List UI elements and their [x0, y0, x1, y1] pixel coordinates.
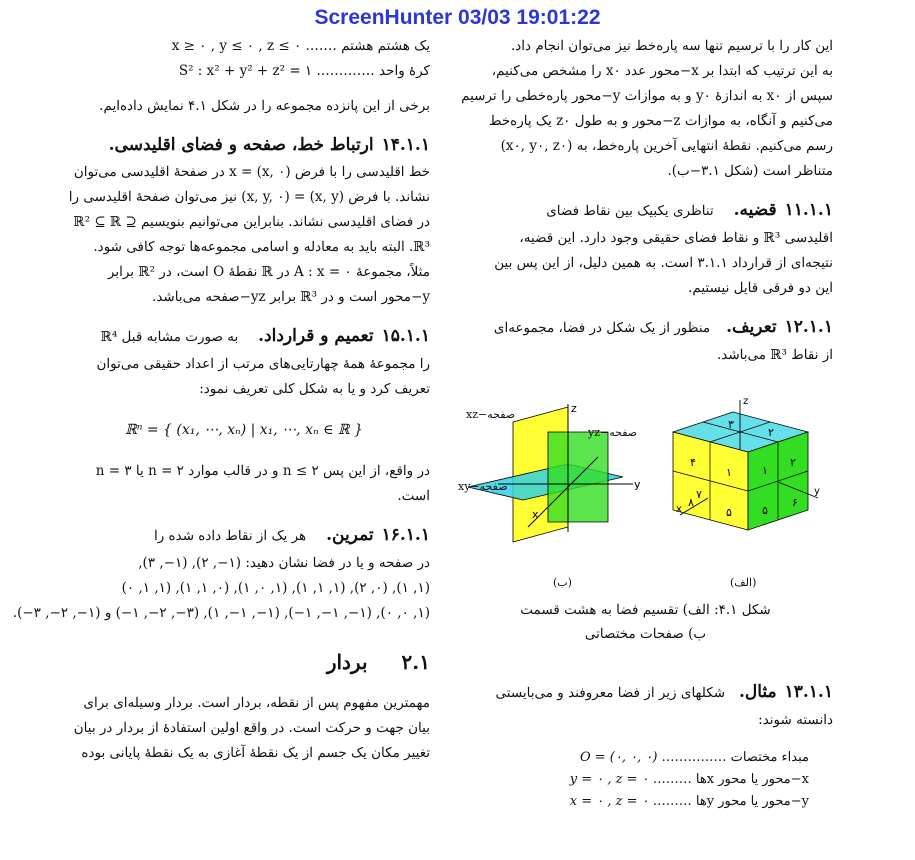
text-line: سپس از x۰ به اندازهٔ y۰ و به موازات y−محور پاره‌خطی را ترسیم: [461, 88, 833, 104]
subfigure-label-a: (الف): [730, 576, 757, 589]
label-xz-plane: صفحه−xz: [466, 408, 516, 421]
octant-cube-diagram: [668, 390, 828, 565]
axis-label-z: z: [571, 402, 577, 415]
caption-line: ب) صفحات مختصاتی: [584, 626, 707, 642]
text-line: مهمترین مفهوم پس از نقطه، بردار است. بردار وسیله‌ای برای: [83, 695, 430, 711]
octant-line: یک هشتم هشتم ……. x ≥ ۰ , y ≤ ۰ , z ≤ ۰: [171, 38, 430, 54]
section-number: ۱۶.۱.۱: [381, 525, 430, 545]
section-2-1-heading: [58, 650, 430, 675]
text-line: نتیجه‌ای از قرارداد ۳.۱.۱ است. به همین دلیل، از این پس بین: [494, 255, 833, 271]
octant-label: ۸: [688, 496, 694, 509]
section-12-heading: [458, 315, 833, 341]
intro-body: [458, 34, 833, 184]
text-line: نشاند. با فرض (x, y) = (x, y, ۰) نیز می‌توان صفحهٔ اقلیدسی را: [68, 189, 430, 205]
text-line: متناظر است (شکل ۳.۱−ب).: [667, 163, 833, 179]
left-column: [12, 34, 430, 766]
eq-row: [458, 747, 809, 769]
text-line: تناظری یکبیک بین نقاط فضای: [546, 203, 714, 219]
eq-rhs: y = ۰ , z = ۰: [569, 772, 649, 787]
axis-label-x: x: [532, 508, 539, 521]
screenhunter-watermark: ScreenHunter 03/03 19:01:22: [314, 6, 601, 29]
section-number: ۱۳.۱.۱: [784, 682, 833, 702]
octant-label: ۲: [790, 456, 796, 469]
octant-label: ۱: [762, 464, 768, 477]
axis-label-z: z: [743, 396, 749, 407]
section-number: ۱۵.۱.۱: [381, 326, 430, 346]
text-line: در فضای اقلیدسی نشاند. بنابراین می‌توانیم بنویسیم ⊆ ℝ² ⊆ ℝ: [73, 214, 430, 230]
text-line: می‌کنیم و آنگاه، به موازات z−محور و به طول z۰ یک پاره‌خط: [489, 113, 833, 129]
section-13-heading: [458, 680, 833, 706]
section-number: ۱۱.۱.۱: [784, 200, 833, 220]
text-line: این دو فرقی قایل نیستیم.: [688, 280, 833, 296]
section-11-heading: [458, 198, 833, 224]
rn-formula: ℝⁿ = { (x₁, ⋯, xₙ) | x₁, ⋯, xₙ ∈ ℝ }: [125, 422, 363, 438]
intro-paragraph: برخی از این پانزده مجموعه را در شکل ۴.۱ نمایش داده‌ایم.: [99, 98, 430, 114]
section-15-body: [58, 352, 430, 509]
text-line: هر یک از نقاط داده شده را: [153, 528, 307, 544]
text-line: دانسته شوند:: [758, 712, 833, 728]
octant-label: ۲: [768, 426, 774, 439]
text-line: را مجموعهٔ همهٔ چهارتایی‌های مرتب از اعداد حقیقی می‌توان: [96, 356, 430, 372]
text-line: شکلهای زیر از فضا معروفند و می‌بایستی: [495, 685, 726, 701]
text-line: مثلاً، مجموعهٔ A : x = ۰ در ℝ نقطهٔ O است، در ℝ² برابر: [107, 264, 430, 280]
section-number: ۱۲.۱.۱: [784, 317, 833, 337]
text-line: (۱, ۱), (۰, ۲), (۱, ۱, ۱), (۱, ۰, ۱), (۰, ۱, ۱), (۱, ۱, ۰): [121, 580, 430, 596]
text-line: تغییر مکان یک جسم از یک نقطهٔ آغازی به یک نقطهٔ پایانی بوده: [81, 745, 430, 761]
text-line: منظور از یک شکل در فضا، مجموعه‌ای: [493, 320, 711, 336]
text-line: رسم می‌کنیم. نقطهٔ انتهایی آخرین پاره‌خط، به (x۰, y۰, z۰): [500, 138, 833, 154]
caption-line: شکل ۴.۱: الف) تقسیم فضا به هشت قسمت: [520, 602, 771, 618]
section-15-heading: [58, 324, 430, 350]
sphere-line: کرهٔ واحد …………. S² : x² + y² + z² = ۱: [178, 63, 430, 79]
text-line: اقلیدسی ℝ³ و نقاط فضای حقیقی وجود دارد. این قضیه،: [519, 230, 833, 246]
axis-label-x: x: [676, 504, 682, 515]
text-line: y−محور است و در ℝ³ برابر yz−صفحه می‌باشد.: [152, 289, 430, 305]
section-title: تعریف.: [726, 317, 777, 337]
subfigure-label-b: (ب): [553, 576, 572, 589]
section-title: قضیه.: [733, 200, 777, 220]
figure-caption: [458, 598, 833, 646]
section-title: مثال.: [738, 682, 777, 702]
eq-row: [458, 769, 809, 791]
text-line: است.: [397, 488, 430, 504]
text-line: خط اقلیدسی را با فرض (x, ۰) = x در صفحهٔ اقلیدسی می‌توان: [73, 164, 430, 180]
octant-label: ۱: [726, 466, 732, 479]
axis-label-y: y: [634, 478, 641, 491]
octant-label: ۷: [696, 488, 702, 501]
octant-label: ۶: [792, 496, 798, 509]
octant-label: ۴: [690, 456, 696, 469]
section-title: ارتباط خط، صفحه و فضای اقلیدسی.: [108, 135, 374, 155]
section-number: ۲.۱: [401, 650, 430, 674]
text-line: از نقاط ℝ³ می‌باشد.: [716, 347, 833, 363]
section-14-heading: [58, 133, 430, 158]
octant-label: ۵: [726, 506, 732, 519]
eq-name: x−محور یا محور xها ………: [652, 772, 809, 787]
section-16-heading: [58, 523, 430, 549]
text-line: تعریف کرد و یا به شکل کلی تعریف نمود:: [199, 381, 430, 397]
section-title: تمرین.: [326, 525, 374, 545]
text-line: ℝ³. البته باید به معادله و اسامی مجموعه‌ها توجه کافی شود.: [93, 239, 430, 255]
text-line: در صفحه و یا در فضا نشان دهید: (۱−, ۲), (۱−, ۳),: [138, 555, 430, 571]
text-line: بیان جهت و حرکت است. در واقع اولین استفادهٔ از بردار در بیان: [73, 720, 430, 736]
section-number: ۱۴.۱.۱: [381, 135, 430, 155]
eq-name: مبداء مختصات ……………: [661, 750, 809, 765]
text-line: (۱, ۰, ۰), (۱−, ۱−, ۱−), (۱−, ۱−, ۱), (۳−, ۲−, ۱−) و (۱−, ۲−, ۳−).: [12, 605, 430, 621]
octant-label: ۳: [728, 418, 734, 431]
section-2-1-body: [58, 691, 430, 766]
eq-name: y−محور یا محور yها ………: [652, 794, 809, 809]
section-title: بردار: [326, 650, 368, 674]
text-line: به صورت مشابه قبل ℝ⁴: [100, 329, 239, 345]
special-sets-list: [458, 747, 833, 813]
axis-label-y: y: [814, 486, 820, 497]
text-line: در واقع، از این پس n ≤ ۲ و در قالب موارد n = ۲ یا n = ۳: [95, 463, 430, 479]
figure-4-1: [458, 382, 833, 592]
eq-row: [458, 791, 809, 813]
octant-label: ۵: [762, 504, 768, 517]
text-line: به این ترتیب که ابتدا بر x−محور عدد x۰ را مشخص می‌کنیم،: [491, 63, 833, 79]
text-line: این کار را با ترسیم تنها سه پاره‌خط نیز می‌توان انجام داد.: [510, 38, 833, 54]
section-16-body: [12, 551, 430, 626]
eq-rhs: x = ۰ , z = ۰: [569, 794, 649, 809]
section-title: تعمیم و قرارداد.: [258, 326, 374, 346]
section-14-body: [58, 160, 430, 310]
label-xy-plane: صفحه−xy: [458, 480, 508, 493]
eq-rhs: O = (۰, ۰, ۰): [579, 750, 658, 765]
right-column: [458, 34, 833, 813]
label-yz-plane: صفحه−yz: [588, 426, 638, 439]
section-11-body: [458, 226, 833, 301]
